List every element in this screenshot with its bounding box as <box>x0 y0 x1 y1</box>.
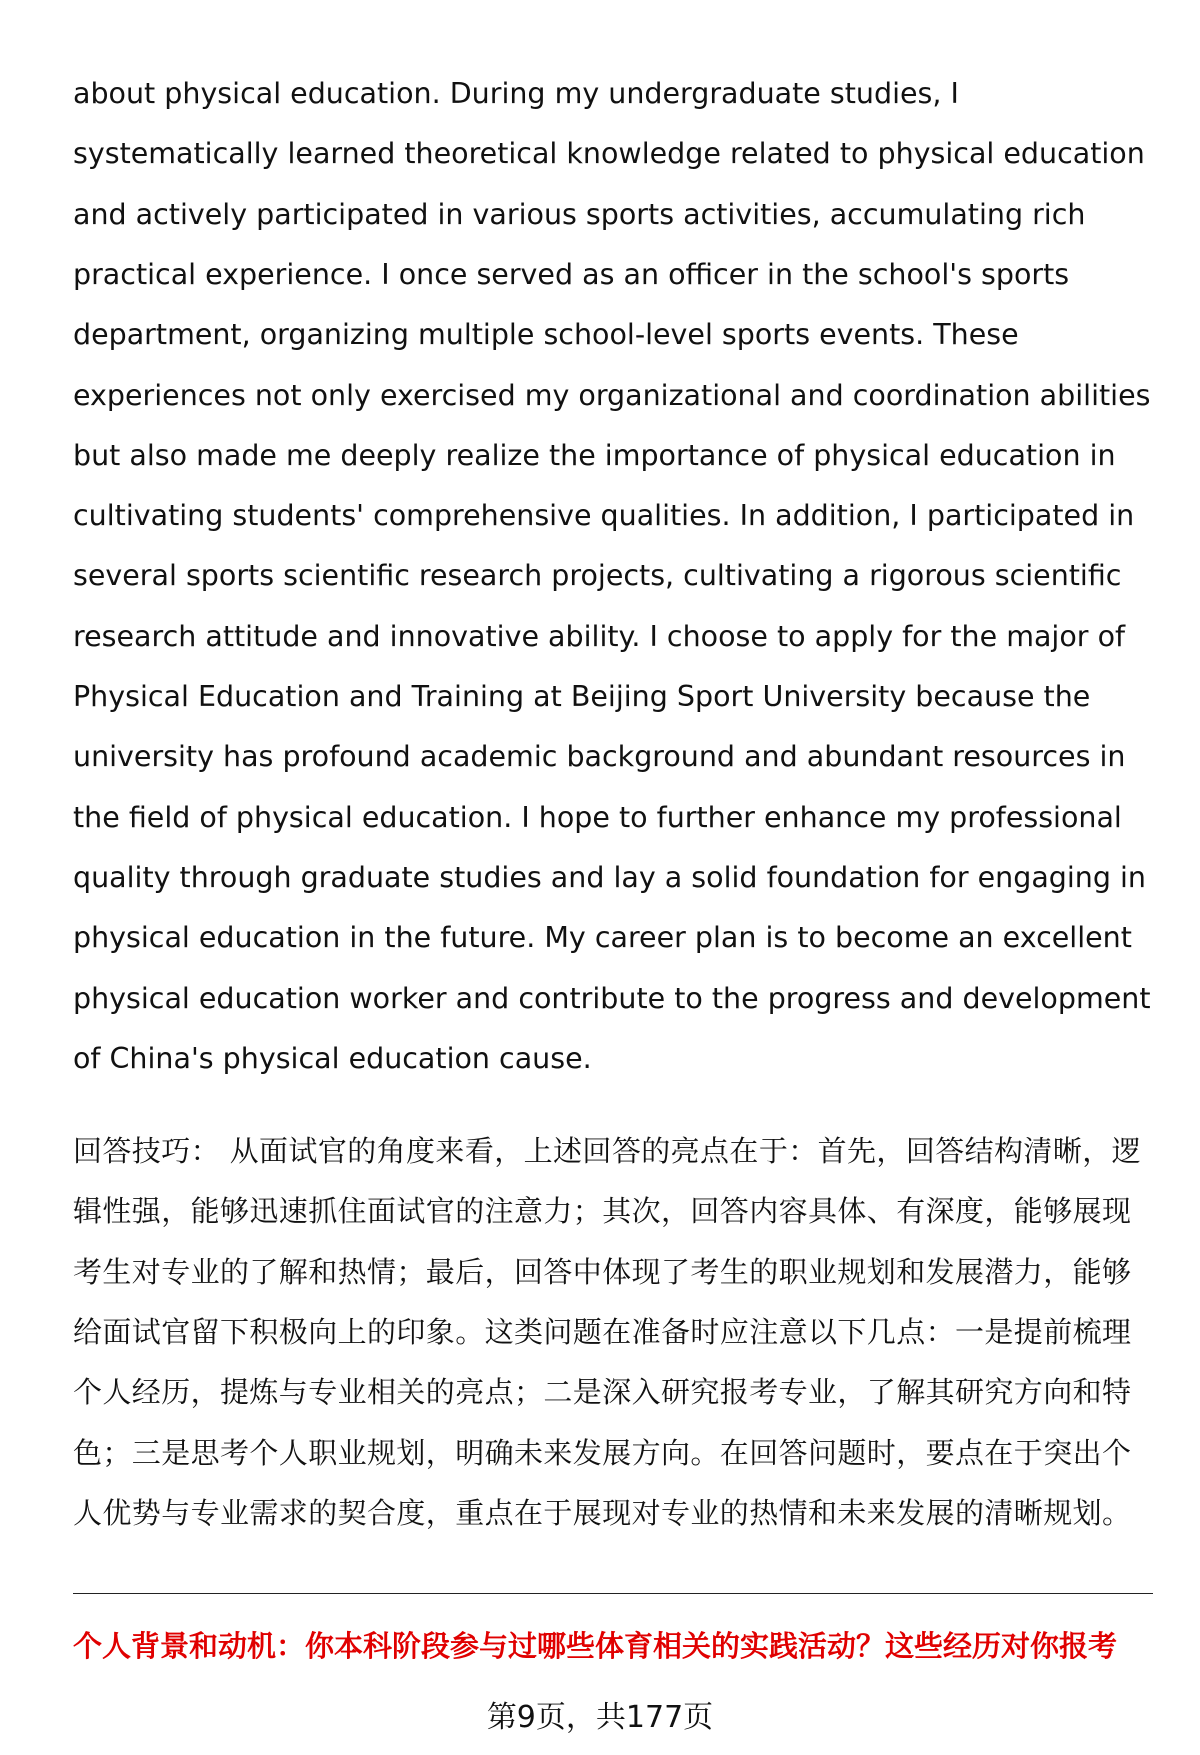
text-line: 回答技巧： 从面试官的角度来看，上述回答的亮点在于：首先，回答结构清晰，逻 <box>73 1134 1142 1168</box>
text-line: research attitude and innovative ability. I choose to apply for the major of <box>73 619 1126 653</box>
next-question-heading: 个人背景和动机：你本科阶段参与过哪些体育相关的实践活动？这些经历对你报考 <box>73 1629 1118 1663</box>
text-line: of China's physical education cause. <box>73 1041 592 1075</box>
text-line: Physical Education and Training at Beijing Sport University because the <box>73 680 1091 713</box>
text-line: practical experience. I once served as an officer in the school's sports <box>73 257 1070 291</box>
text-line: systematically learned theoretical knowledge related to physical education <box>73 137 1145 171</box>
text-line: 个人经历，提炼与专业相关的亮点；二是深入研究报考专业，了解其研究方向和特 <box>73 1375 1132 1410</box>
text-line: the field of physical education. I hope to further enhance my professional <box>73 800 1122 834</box>
text-line: several sports scientific research projects, cultivating a rigorous scientific <box>73 559 1122 593</box>
text-line: 色；三是思考个人职业规划，明确未来发展方向。在回答问题时，要点在于突出个 <box>73 1435 1132 1470</box>
text-line: 给面试官留下积极向上的印象。这类问题在准备时应注意以下几点：一是提前梳理 <box>73 1314 1132 1349</box>
text-line: but also made me deeply realize the importance of physical education in <box>73 438 1116 472</box>
text-line: quality through graduate studies and lay a solid foundation for engaging in <box>73 860 1146 894</box>
text-line: physical education in the future. My career plan is to become an excellent <box>73 921 1132 955</box>
text-line: department, organizing multiple school-level sports events. These <box>73 318 1019 352</box>
text-line: university has profound academic background and abundant resources in <box>73 740 1126 774</box>
text-line: experiences not only exercised my organizational and coordination abilities <box>73 378 1151 412</box>
text-line: 考生对专业的了解和热情；最后，回答中体现了考生的职业规划和发展潜力，能够 <box>73 1254 1132 1289</box>
text-line: and actively participated in various sports activities, accumulating rich <box>73 197 1086 231</box>
page-number: 第9页，共177页 <box>486 1700 714 1735</box>
text-line: about physical education. During my undergraduate studies, I <box>73 77 959 110</box>
text-line: physical education worker and contribute to the progress and development <box>73 981 1151 1015</box>
text-line: cultivating students' comprehensive qualities. In addition, I participated in <box>73 499 1135 533</box>
divider <box>73 1593 1153 1594</box>
text-line: 辑性强，能够迅速抓住面试官的注意力；其次，回答内容具体、有深度，能够展现 <box>73 1194 1132 1229</box>
text-line: 人优势与专业需求的契合度，重点在于展现对专业的热情和未来发展的清晰规划。 <box>73 1495 1132 1530</box>
